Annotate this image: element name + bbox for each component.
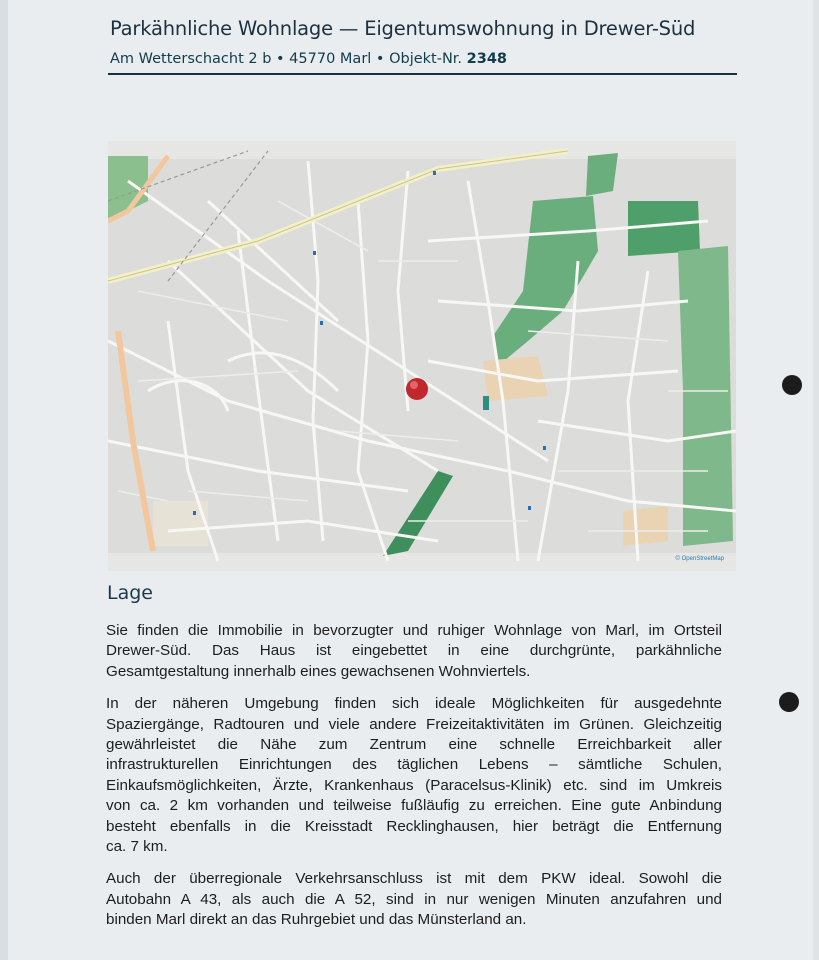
document-subtitle bbox=[110, 51, 507, 67]
section-heading: Lage bbox=[107, 582, 153, 604]
location-map bbox=[108, 141, 736, 571]
punch-hole bbox=[779, 692, 799, 712]
text-line: ca. 7 km. bbox=[106, 838, 168, 856]
text-line: binden Marl direkt an das Ruhrgebiet und das Münsterland an. bbox=[106, 911, 527, 929]
address: Am Wetterschacht 2 b • 45770 Marl • Objekt-Nr. bbox=[110, 51, 463, 67]
page-edge bbox=[0, 0, 8, 960]
text-line: Gesamtgestaltung innerhalb eines gewachsenen Wohnviertels. bbox=[106, 662, 531, 680]
map-attribution[interactable]: © OpenStreetMap bbox=[675, 556, 724, 562]
text-line: In der näheren Umgebung finden sich ideale Möglichkeiten für ausgedehnte bbox=[106, 695, 722, 713]
text-line: besteht ebenfalls in die Kreisstadt Recklinghausen, hier beträgt die Entfernung bbox=[106, 817, 722, 835]
text-line: infrastrukturellen Einrichtungen des täglichen Lebens – sämtliche Schulen, bbox=[106, 756, 722, 774]
section-body bbox=[106, 621, 722, 943]
text-line: Sie finden die Immobilie in bevorzugter und ruhiger Wohnlage von Marl, im Ortsteil bbox=[106, 622, 722, 639]
header-divider bbox=[108, 73, 737, 75]
document-title: Parkähnliche Wohnlage — Eigentumswohnung in Drewer-Süd bbox=[110, 17, 696, 40]
paragraph bbox=[106, 869, 722, 930]
map-graphic bbox=[108, 141, 736, 571]
page-edge-right bbox=[813, 0, 819, 960]
text-line: Einkaufsmöglichkeiten, Ärzte, Krankenhaus (Paracelsus-Klinik) etc. sind im Umkreis bbox=[106, 776, 722, 794]
sand-area bbox=[483, 356, 548, 401]
paragraph bbox=[106, 621, 722, 682]
object-number: 2348 bbox=[466, 51, 508, 67]
paragraph bbox=[106, 694, 722, 857]
punch-hole bbox=[782, 375, 802, 395]
park-area bbox=[678, 246, 733, 546]
text-line: Spaziergänge, Radtouren und viele andere Freizeitaktivitäten im Grünen. Gleichzeitig bbox=[106, 715, 722, 733]
text-line: Auch der überregionale Verkehrsanschluss ist mit dem PKW ideal. Sowohl die bbox=[106, 870, 722, 888]
sand-area bbox=[623, 506, 668, 546]
park-area bbox=[628, 201, 700, 256]
text-line: von ca. 2 km vorhanden und teilweise fußläufig zu erreichen. Eine gute Anbindung bbox=[106, 797, 722, 815]
location-marker bbox=[406, 378, 428, 400]
text-line: Autobahn A 43, als auch die A 52, sind in nur wenigen Minuten anzufahren und bbox=[106, 890, 722, 908]
text-line: Drewer-Süd. Das Haus ist eingebettet in eine durchgrünte, parkähnliche bbox=[106, 642, 722, 660]
text-line: gewährleistet die Nähe zum Zentrum eine schnelle Erreichbarkeit aller bbox=[106, 736, 722, 754]
